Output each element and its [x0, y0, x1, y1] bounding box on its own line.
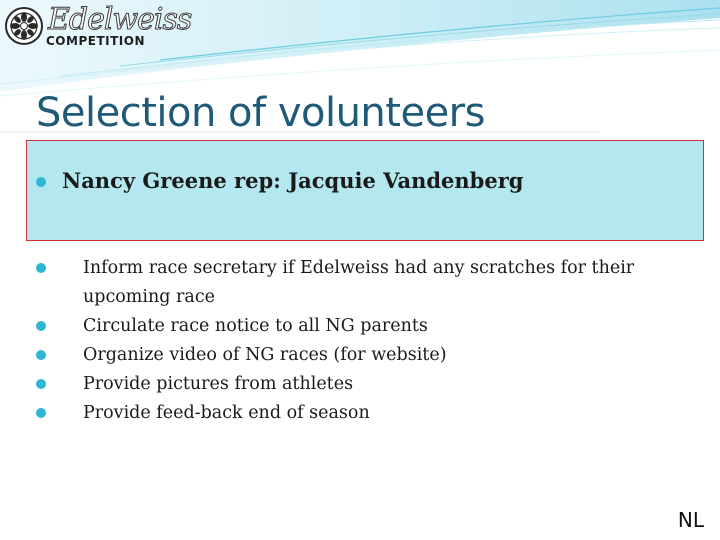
- list-item-text: Inform race secretary if Edelweiss had any scratches for their upcoming race: [83, 258, 635, 307]
- list-item: [36, 312, 676, 341]
- logo-word-text: COMPETITION: [46, 34, 145, 48]
- list-item: [36, 399, 676, 428]
- list-item-text: Organize video of NG races (for website): [83, 345, 447, 365]
- bullet-icon: [36, 177, 46, 187]
- bullet-icon: [36, 321, 46, 331]
- list-item-text: Circulate race notice to all NG parents: [83, 316, 428, 336]
- bullet-icon: [36, 263, 46, 273]
- bullet-icon: [36, 379, 46, 389]
- task-list: [36, 254, 676, 428]
- slide-title: Selection of volunteers: [36, 90, 485, 136]
- highlight-item: [36, 168, 523, 193]
- list-item: [36, 370, 676, 399]
- highlight-text: Nancy Greene rep: Jacquie Vandenberg: [62, 168, 524, 193]
- list-item: [36, 254, 676, 312]
- list-item-text: Provide pictures from athletes: [83, 374, 354, 394]
- list-item: [36, 341, 676, 370]
- edelweiss-flower-icon: [4, 6, 44, 46]
- bullet-icon: [36, 350, 46, 360]
- footer-tag: NL: [677, 508, 704, 532]
- bullet-icon: [36, 408, 46, 418]
- edelweiss-logo: [4, 2, 192, 48]
- list-item-text: Provide feed-back end of season: [83, 403, 370, 423]
- logo-script-text: Edelweiss: [48, 2, 192, 37]
